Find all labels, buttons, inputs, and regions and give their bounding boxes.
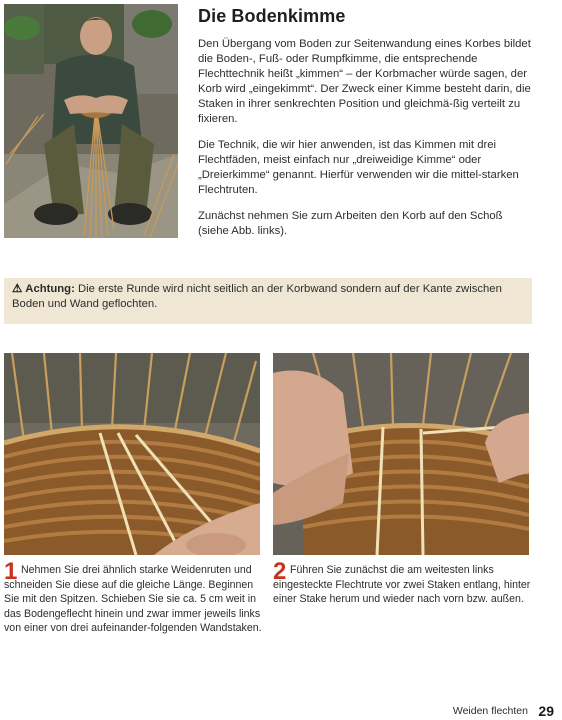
basket-maker-photo	[4, 4, 178, 238]
step-number: 1	[4, 558, 18, 585]
warning-label: Achtung:	[25, 283, 75, 295]
page-footer	[453, 702, 554, 720]
page-title: Die Bodenkimme	[198, 6, 346, 26]
step-1-caption	[4, 558, 266, 636]
intro-paragraph: Die Technik, die wir hier anwenden, ist das Kimmen mit drei Flechtfäden, meist einfach nur „dreiweidige Kimme“ oder „Dreierkimme“ genannt. Hierfür verwenden wir die mittel-starken Flechtruten.	[198, 139, 519, 196]
intro-paragraph: Zunächst nehmen Sie zum Arbeiten den Korb auf den Schoß (siehe Abb. links).	[198, 210, 503, 237]
step-text: Führen Sie zunächst die am weitesten links eingesteckte Flechtrute vor zwei Staken entlang, hinter einer Stake herum und wieder nach vorn bzw. außen.	[273, 564, 531, 606]
step-2-photo	[273, 353, 529, 555]
warning-icon: ⚠	[12, 283, 23, 295]
step-1-photo	[4, 353, 260, 555]
step-text: Nehmen Sie drei ähnlich starke Weidenruten und schneiden Sie diese auf die gleiche Länge. Beginnen Sie mit den Spitzen. Schieben Sie sie ca. 5 cm weit in das Bodengeflecht hinein und zwar immer jeweils links von einer von drei aufeinander-folgenden Wandstaken.	[4, 564, 262, 635]
footer-label: Weiden flechten	[452, 704, 528, 717]
step-number: 2	[273, 558, 287, 585]
page-number: 29	[538, 702, 554, 719]
intro-paragraph: Den Übergang vom Boden zur Seitenwandung eines Korbes bildet die Boden-, Fuß- oder Rumpfkimme, die entsprechende Flechttechnik heißt „kimmen“ – der Korbmacher würde sagen, der Korb wird „eingekimmt“. Der Zweck einer Kimme besteht darin, die Staken in ihrer senkrechten Position und gleichmä-ßig verteilt zu fixieren.	[198, 38, 531, 125]
step-2-caption	[273, 558, 535, 607]
warning-text: Die erste Runde wird nicht seitlich an der Korbwand sondern auf der Kante zwischen Boden und Wand geflochten.	[12, 283, 502, 310]
intro-text	[198, 37, 533, 250]
warning-box	[4, 278, 532, 324]
